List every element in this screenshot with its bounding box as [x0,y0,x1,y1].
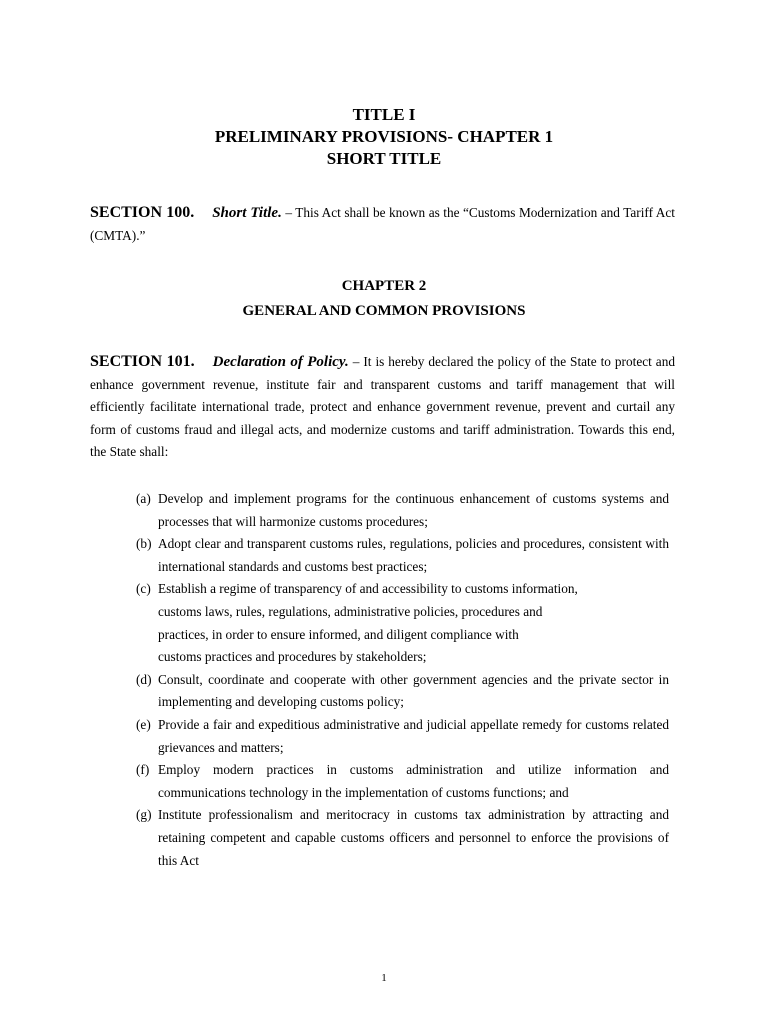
page-number: 1 [381,972,387,984]
list-item-text: Employ modern practices in customs administration and utilize information and communications technology in the implementation of customs functions; and [158,762,669,800]
section-100-number: SECTION 100. [90,204,195,221]
section-100-paragraph [90,202,675,247]
list-marker: (g) [136,807,152,823]
list-marker: (b) [136,536,152,552]
title-heading: TITLE I [352,105,416,124]
list-item-line: Establish a regime of transparency of and accessibility to customs information, [158,581,578,597]
list-marker: (c) [136,581,151,597]
general-provisions-heading: GENERAL AND COMMON PROVISIONS [242,303,526,319]
section-100-body: – This Act shall be known as the “Customs Modernization and Tariff Act (CMTA).” [90,205,675,243]
list-marker: (f) [136,762,150,778]
short-title-heading: SHORT TITLE [326,149,442,168]
section-101-number: SECTION 101. [90,353,195,370]
list-item-text: Institute professionalism and meritocracy in customs tax administration by attracting and retaining competent and capable customs officers and personnel to enforce the provisions of this Act [158,807,669,868]
section-101-title: Declaration of Policy. [212,354,349,370]
list-item-text: Adopt clear and transparent customs rules, regulations, policies and procedures, consistent with international standards and customs best practices; [158,536,669,574]
list-item [136,578,669,668]
preliminary-heading: PRELIMINARY PROVISIONS- CHAPTER 1 [214,127,554,146]
list-item-text: Provide a fair and expeditious administrative and judicial appellate remedy for customs related grievances and matters; [158,716,669,755]
list-item-text: Develop and implement programs for the continuous enhancement of customs systems and processes that will harmonize customs procedures; [158,491,669,529]
list-item [136,714,669,759]
list-item-line: practices, in order to ensure informed, and diligent compliance with [158,626,519,642]
list-item-text: Consult, coordinate and cooperate with other government agencies and the private sector in implementing and developing customs policy; [158,671,669,710]
section-101-paragraph [90,351,675,464]
list-item-line: customs practices and procedures by stakeholders; [158,649,427,665]
list-item-line: customs laws, rules, regulations, administrative policies, procedures and [158,603,543,619]
list-marker: (d) [136,671,152,687]
list-marker: (a) [136,491,151,506]
list-item [136,533,669,578]
list-item [136,804,669,872]
policy-list [136,488,669,872]
chapter-2-heading: CHAPTER 2 [341,278,427,294]
list-item [136,488,669,533]
list-marker: (e) [136,716,151,732]
section-100-title: Short Title. [212,205,282,221]
list-item [136,759,669,804]
list-item [136,669,669,714]
section-101-body: – It is hereby declared the policy of the State to protect and enhance government revenue, institute fair and transparent customs and tariff management that will efficiently facilitate international trade, protect and enhance government revenue, prevent and curtail any form of customs fraud and illegal acts, and modernize customs and tariff administration. Towards this end, the State shall: [90,354,675,460]
